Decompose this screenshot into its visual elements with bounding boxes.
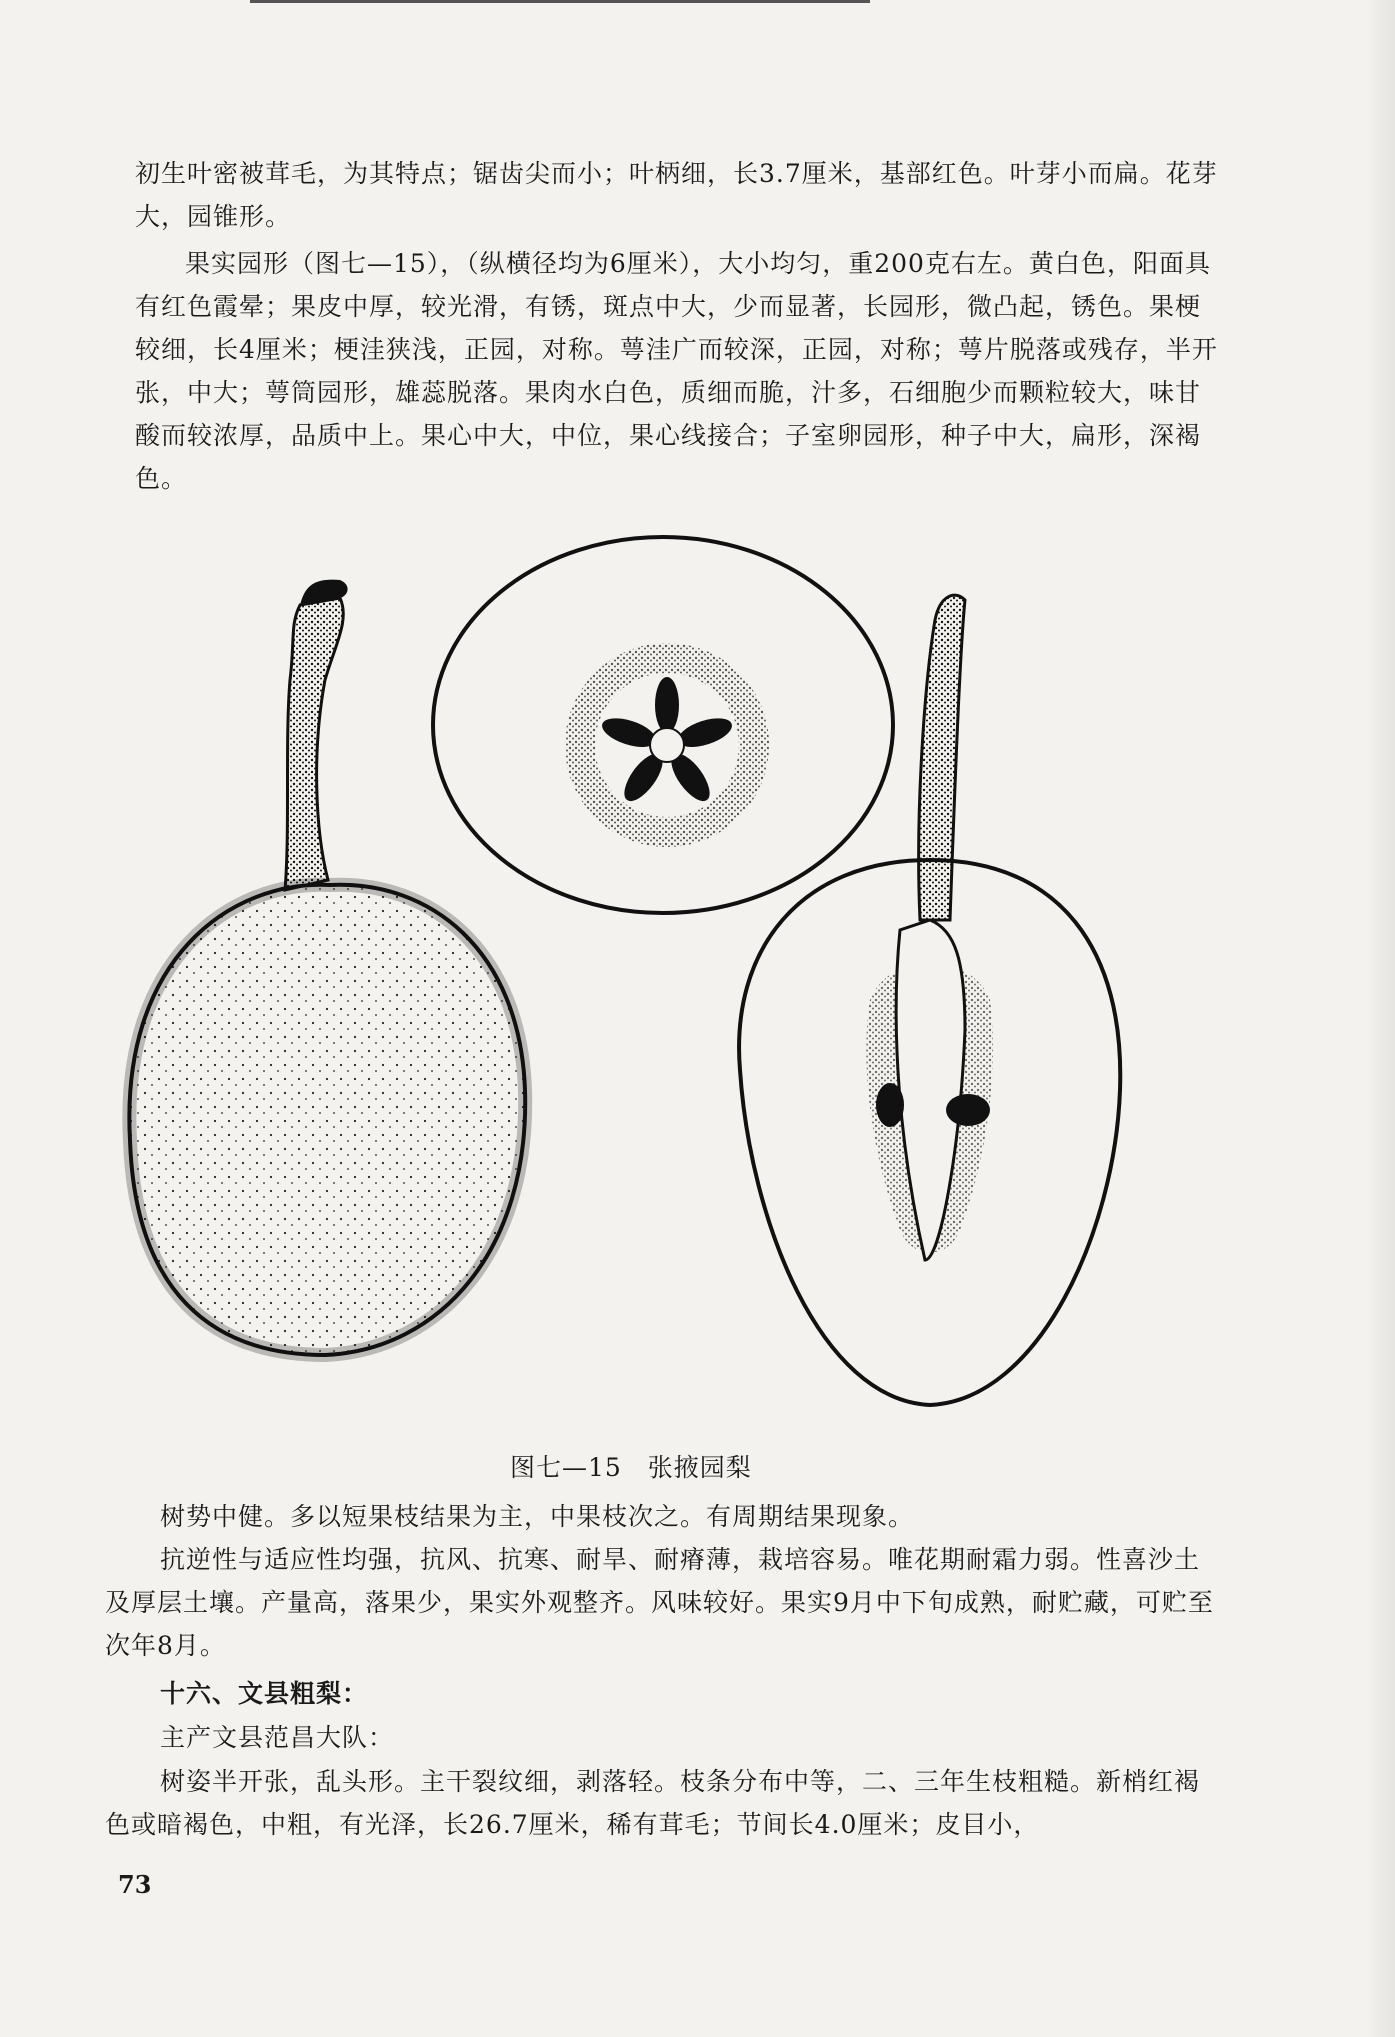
scan-edge-shadow bbox=[1365, 0, 1395, 2037]
pear-illustration-icon bbox=[100, 530, 1230, 1420]
top-rule bbox=[250, 0, 870, 3]
page-number: 73 bbox=[118, 1870, 152, 1899]
section-heading: 十六、文县粗梨： bbox=[160, 1679, 369, 1708]
paragraph-adaptability: 抗逆性与适应性均强，抗风、抗寒、耐旱、耐瘠薄，栽培容易。唯花期耐霜力弱。性喜沙土及厚层土壤。产量高，落果少，果实外观整齐。风味较好。果实9月中下旬成熟，耐贮藏，可贮至次年8月。 bbox=[105, 1545, 1214, 1660]
cross-section-drawing bbox=[433, 537, 893, 913]
paragraph-tree-vigor: 树势中健。多以短果枝结果为主，中果枝次之。有周期结果现象。 bbox=[160, 1502, 915, 1531]
paragraph-fruit-description: 果实园形（图七—15），（纵横径均为6厘米），大小均匀，重200克右左。黄白色，阳面具有红色霞晕；果皮中厚，较光滑，有锈，斑点中大，少而显著，长园形，微凸起，锈色。果梗较细，长4厘米；梗洼狭浅，正园，对称。萼洼广而较深，正园，对称；萼片脱落或残存，半开张，中大；萼筒园形，雄蕊脱落。果肉水白色，质细而脆，汁多，石细胞少而颗粒较大，味甘酸而较浓厚，品质中上。果心中大，中位，果心线接合；子室卵园形，种子中大，扁形，深褐色。 bbox=[135, 249, 1218, 493]
paragraph-tree-form: 树姿半开张，乱头形。主干裂纹细，剥落轻。枝条分布中等，二、三年生枝粗糙。新梢红褐色或暗褐色，中粗，有光泽，长26.7厘米，稀有茸毛；节间长4.0厘米；皮目小， bbox=[105, 1767, 1201, 1839]
figure-caption: 图七—15 张掖园梨 bbox=[510, 1453, 752, 1482]
paragraph-leaf-description: 初生叶密被茸毛，为其特点；锯齿尖而小；叶柄细，长3.7厘米，基部红色。叶芽小而扁。花芽大，园锥形。 bbox=[135, 159, 1218, 231]
paragraph-production-area: 主产文县范昌大队： bbox=[160, 1723, 395, 1752]
